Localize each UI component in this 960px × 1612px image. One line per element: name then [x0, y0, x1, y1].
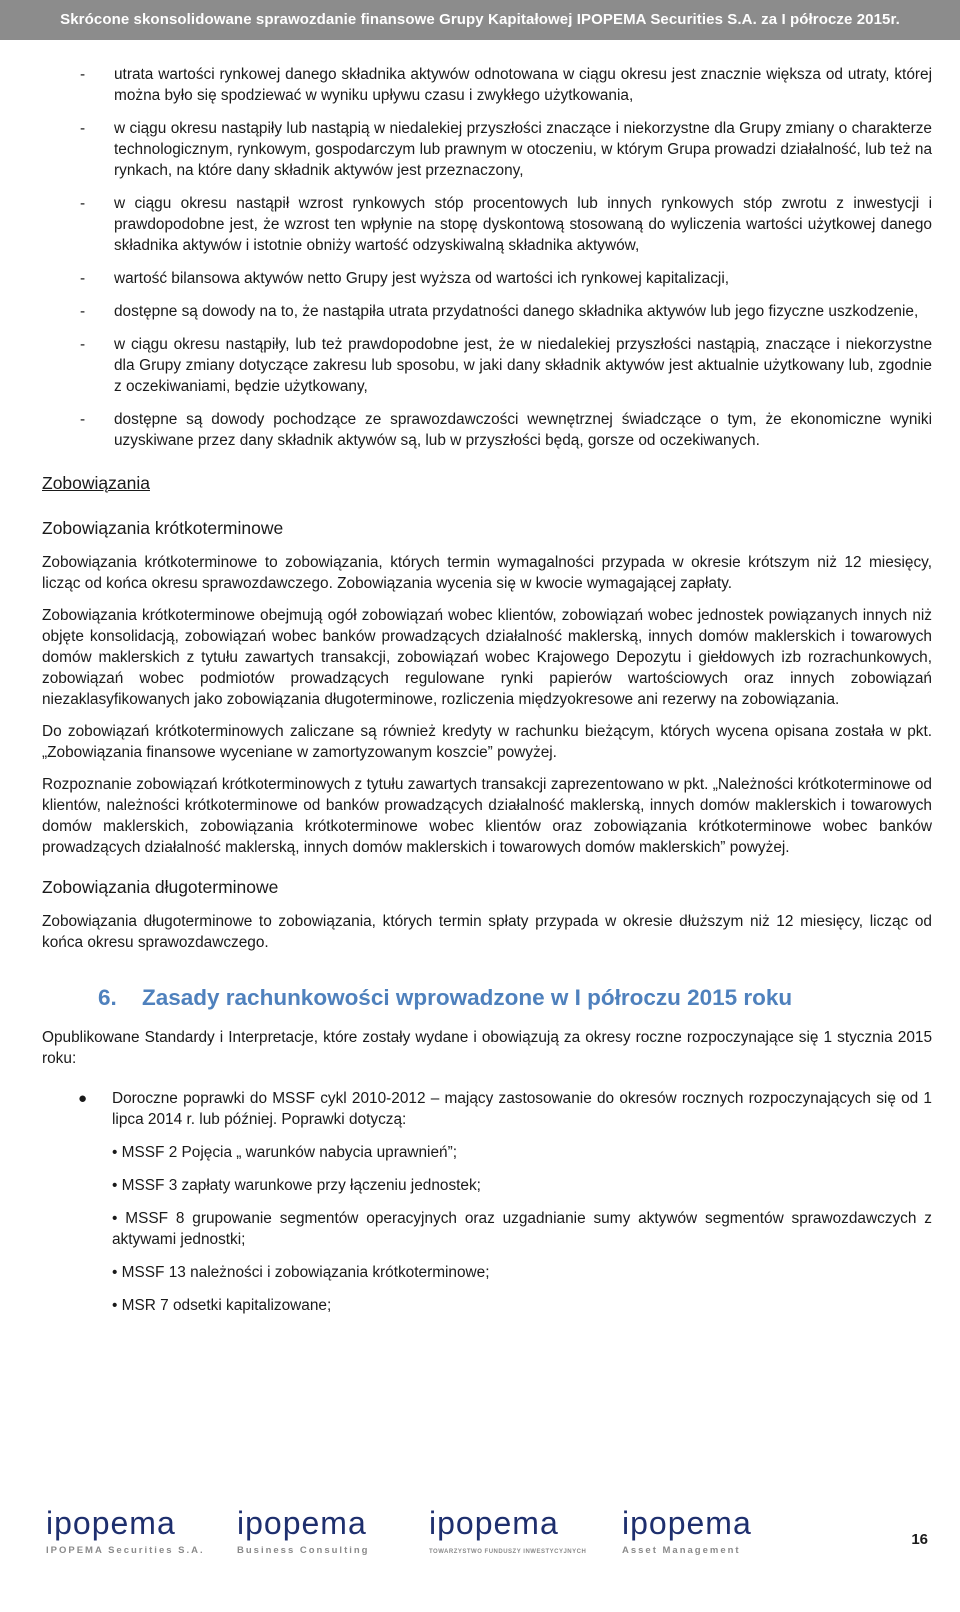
paragraph: Zobowiązania krótkoterminowe obejmują ogół zobowiązań wobec klientów, zobowiązań wobec jednostek powiązanych innych niż objęte konsolidacją, zobowiązań wobec banków prowadzących działalność maklerską, innych domów maklerskich i towarowych domów maklerskich z tytułu zawartych transakcji, zobowiązań wobec Krajowego Depozytu i giełdowych izb rozrachunkowych, zobowiązań wobec podmiotów prowadzących regulowane rynki papierów wartościowych oraz innych zobowiązań niezaklasyfikowanych jako zobowiązania długoterminowe, rozliczenia międzyokresowe ani rezerwy na zobowiązania. [42, 607, 932, 708]
list-item-text: dostępne są dowody na to, że nastąpiła utrata przydatności danego składnika aktywów lub jego fizyczne uszkodzenie, [114, 303, 919, 320]
long-term-heading: Zobowiązania długoterminowe [42, 877, 279, 897]
paragraph: Zobowiązania długoterminowe to zobowiązania, których termin spłaty przypada w okresie dłuższym niż 12 miesięcy, licząc od końca okresu sprawozdawczego. [42, 913, 932, 951]
list-item [42, 268, 932, 289]
section-title-liabilities: Zobowiązania [42, 473, 150, 493]
logo-subtitle: Business Consulting [237, 1545, 370, 1556]
list-item: • MSSF 3 zapłaty warunkowe przy łączeniu jednostek; [112, 1177, 481, 1194]
page-content [42, 64, 932, 1328]
list-item: • MSSF 2 Pojęcia „ warunków nabycia uprawnień”; [112, 1144, 457, 1161]
section-6-heading [42, 987, 932, 1008]
list-item [42, 193, 932, 256]
list-item: • MSSF 13 należności i zobowiązania krótkoterminowe; [112, 1264, 490, 1281]
list-item-text: w ciągu okresu nastąpił wzrost rynkowych stóp procentowych lub innych rynkowych stóp zwrotu z inwestycji i prawdopodobne jest, że wzrost ten wpłynie na stopę dyskontową stosowaną do wyliczenia wartości użytkowej danego składnika aktywów i istotnie obniży wartość odzyskiwalną składnika aktywów, [114, 195, 932, 254]
list-item [42, 409, 932, 451]
short-term-heading: Zobowiązania krótkoterminowe [42, 518, 284, 538]
ipopema-securities-logo [46, 1505, 205, 1563]
header-title: Skrócone skonsolidowane sprawozdanie finansowe Grupy Kapitałowej IPOPEMA Securities S.A. za I półrocze 2015r. [60, 11, 900, 28]
logo-wordmark: ipopema [237, 1505, 367, 1541]
amendments-list [42, 1142, 932, 1316]
section-number: 6. [98, 985, 117, 1010]
dash-marker: - [80, 270, 86, 287]
list-item-text: dostępne są dowody pochodzące ze sprawozdawczości wewnętrznej świadczące o tym, że ekonomiczne wyniki uzyskiwane przez dany składnik aktywów są, lub w przyszłości będą, gorsze od oczekiwanych. [114, 411, 932, 449]
paragraph: Rozpoznanie zobowiązań krótkoterminowych z tytułu zawartych transakcji zaprezentowano w pkt. „Należności krótkoterminowe od klientów, należności krótkoterminowe od banków prowadzących działalność maklerską, innych domów maklerskich i towarowych domów maklerskich, zobowiązania krótkoterminowe wobec klientów oraz zobowiązania krótkoterminowe wobec banków prowadzących działalność maklerską, innych domów maklerskich i towarowych domów maklerskich” powyżej. [42, 776, 932, 856]
section-title: Zasady rachunkowości wprowadzone w I półroczu 2015 roku [142, 985, 793, 1010]
list-item: • MSR 7 odsetki kapitalizowane; [112, 1297, 332, 1314]
dash-marker: - [80, 120, 86, 137]
impairment-indicators-list [42, 64, 932, 451]
logo-wordmark: ipopema [622, 1505, 752, 1541]
dash-marker: - [80, 336, 86, 353]
list-item-text: w ciągu okresu nastąpiły, lub też prawdopodobne jest, że w niedalekiej przyszłości nastąpią, znaczące i niekorzystne dla Grupy zmiany dotyczące zakresu lub sposobu, w jaki dany składnik aktywów jest aktualnie użytkowany lub, zgodnie z oczekiwaniami, będzie użytkowany, [114, 336, 932, 395]
list-item-text: utrata wartości rynkowej danego składnika aktywów odnotowana w ciągu okresu jest znacznie większa od utraty, której można było się spodziewać w wyniku upływu czasu i zwykłego użytkowania, [114, 66, 932, 104]
ipopema-tfi-logo [429, 1505, 587, 1563]
dash-marker: - [80, 303, 86, 320]
bullet-text: Doroczne poprawki do MSSF cykl 2010-2012 – mający zastosowanie do okresów rocznych rozpoczynających się od 1 lipca 2014 r. lub później. Poprawki dotyczą: [112, 1090, 932, 1128]
dash-marker: - [80, 66, 86, 83]
paragraph: Zobowiązania krótkoterminowe to zobowiązania, których termin wymagalności przypada w okresie krótszym niż 12 miesięcy, licząc od końca okresu sprawozdawczego. Zobowiązania wycenia się w kwocie wymagającej zapłaty. [42, 554, 932, 592]
ipopema-asset-management-logo [622, 1505, 772, 1563]
ipopema-business-consulting-logo [237, 1505, 387, 1563]
list-item [42, 64, 932, 106]
list-item-text: wartość bilansowa aktywów netto Grupy jest wyższa od wartości ich rynkowej kapitalizacji, [114, 270, 730, 287]
logo-wordmark: ipopema [46, 1505, 176, 1541]
logo-subtitle: TOWARZYSTWO FUNDUSZY INWESTYCYJNYCH [429, 1549, 587, 1555]
bullet-item [42, 1088, 932, 1130]
list-item: • MSSF 8 grupowanie segmentów operacyjnych oraz uzgadnianie sumy aktywów segmentów sprawozdawczych z aktywami jednostki; [112, 1210, 932, 1248]
page-footer [0, 1505, 960, 1565]
logo-wordmark: ipopema [429, 1505, 559, 1541]
bullet-dot-icon: ● [78, 1090, 88, 1107]
paragraph: Opublikowane Standardy i Interpretacje, które zostały wydane i obowiązują za okresy roczne rozpoczynające się 1 stycznia 2015 roku: [42, 1029, 932, 1067]
page-header [0, 0, 960, 40]
list-item [42, 118, 932, 181]
logo-subtitle: IPOPEMA Securities S.A. [46, 1545, 205, 1556]
list-item-text: w ciągu okresu nastąpiły lub nastąpią w niedalekiej przyszłości znaczące i niekorzystne dla Grupy zmiany o charakterze technologicznym, rynkowym, gospodarczym lub prawnym w otoczeniu, w którym Grupa prowadzi działalność, lub też na rynkach, na które dany składnik aktywów jest przeznaczony, [114, 120, 932, 179]
logo-subtitle: Asset Management [622, 1545, 741, 1556]
page-number: 16 [911, 1531, 928, 1548]
list-item [42, 334, 932, 397]
dash-marker: - [80, 195, 86, 212]
dash-marker: - [80, 411, 86, 428]
paragraph: Do zobowiązań krótkoterminowych zaliczane są również kredyty w rachunku bieżącym, których wycena opisana została w pkt. „Zobowiązania finansowe wyceniane w zamortyzowanym koszcie” powyżej. [42, 723, 932, 761]
list-item [42, 301, 932, 322]
